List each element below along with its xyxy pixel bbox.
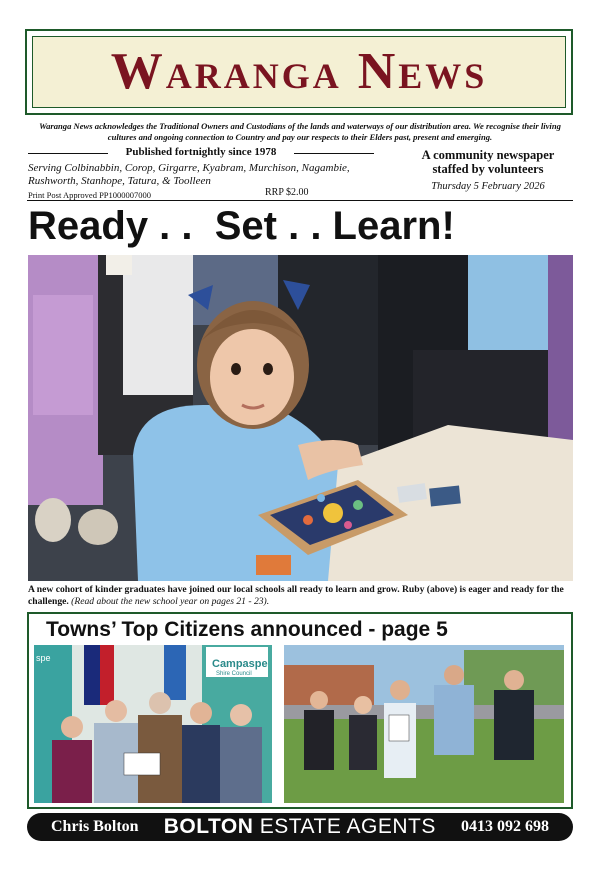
ad-agency-rest: ESTATE AGENTS	[253, 815, 436, 838]
post-approved: Print Post Approved PP1000007000	[28, 190, 152, 200]
citizens-photo-right-illustration	[284, 645, 564, 803]
citizens-photo-left-illustration	[34, 645, 272, 803]
serving-towns: Serving Colbinabbin, Corop, Girgarre, Kyabram, Murchison, Nagambie, Rushworth, Stanhope, Tatura, & Toolleen	[28, 162, 350, 187]
published-text: Published fortnightly since 1978	[125, 146, 277, 158]
acknowledgement-text: Waranga News acknowledges the Traditional Owners and Custodians of the lands and waterways of our distribution area. We recognise their living cultures and ongoing connection to Country and pay our respects to their Elders past, present and emerging.	[39, 121, 561, 142]
issue-date: Thursday 5 February 2026	[431, 181, 545, 192]
rule-right	[294, 153, 374, 154]
ad-phone-number: 0413 092 698	[460, 818, 549, 835]
main-headline: Ready . . Set . . Learn!	[28, 204, 455, 248]
masthead	[25, 29, 573, 115]
main-photo-illustration	[28, 255, 573, 581]
banner-partial-text: spe	[36, 653, 51, 663]
price: RRP $2.00	[265, 187, 309, 198]
citizens-photo-right	[284, 645, 564, 803]
masthead-panel	[32, 36, 566, 108]
caption-page-reference: (Read about the new school year on pages 21 - 23).	[71, 596, 270, 607]
ad-agent-name: Chris Bolton	[51, 818, 139, 835]
ad-agency-bold: BOLTON	[163, 815, 254, 838]
published-line	[28, 146, 374, 160]
advertisement-bar	[27, 813, 573, 841]
citizens-photo-left	[34, 645, 272, 803]
community-tagline: A community newspaper staffed by volunteers	[421, 148, 555, 176]
newspaper-title: Waranga News	[110, 43, 488, 100]
main-photo-girl-puzzle	[28, 255, 573, 581]
banner-campaspe-text: Campaspe	[212, 658, 268, 670]
divider	[27, 200, 573, 201]
ad-agency-name	[164, 815, 436, 839]
caption-text: A new cohort of kinder graduates have joined our local schools all ready to learn and grow. Ruby (above) is eager and ready for the challenge.	[28, 584, 564, 607]
main-photo-caption	[28, 584, 574, 608]
citizens-headline: Towns’ Top Citizens announced - page 5	[46, 618, 448, 641]
banner-shire-text: Shire Council	[216, 671, 252, 677]
